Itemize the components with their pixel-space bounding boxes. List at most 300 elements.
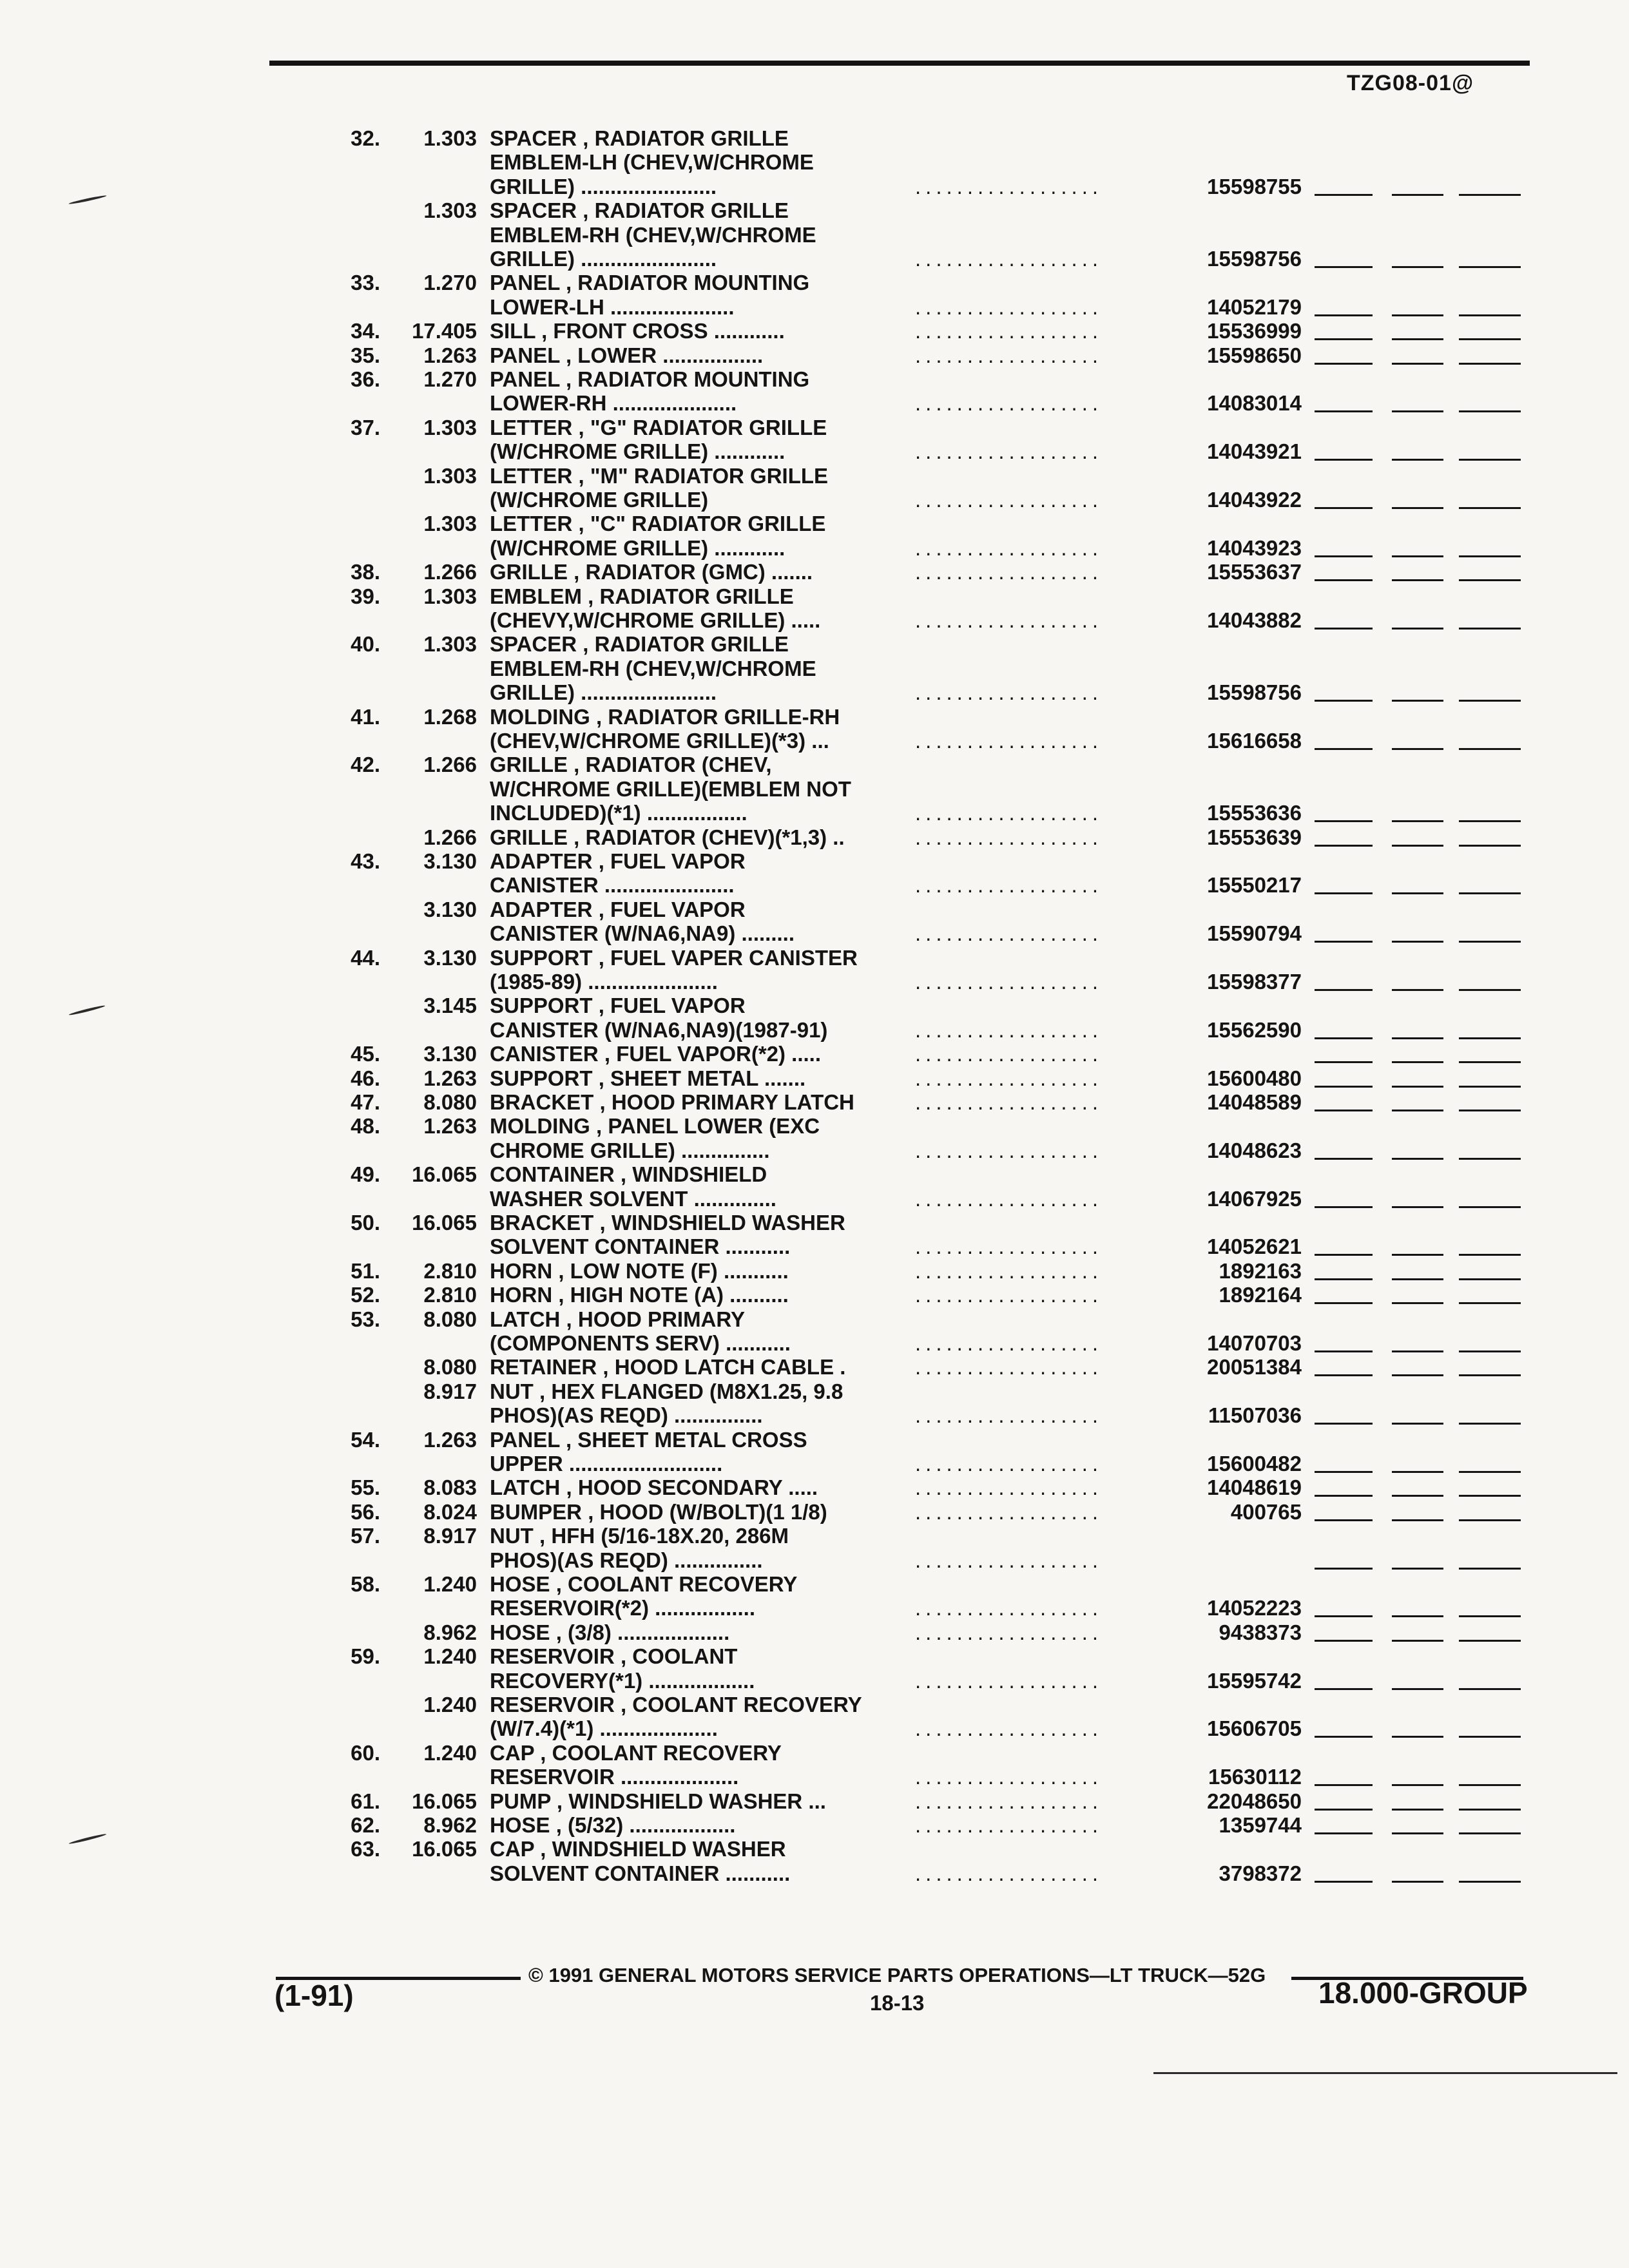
part-detail: , HOOD LATCH CABLE . — [602, 1355, 846, 1379]
list-item — [0, 1452, 1629, 1476]
item-number: 47. — [351, 1090, 380, 1114]
blank-line — [1459, 1832, 1521, 1834]
part-description — [490, 1235, 896, 1259]
part-detail: EMBLEM-RH (CHEV,W/CHROME — [490, 223, 816, 247]
blank-line — [1459, 1086, 1521, 1088]
part-description — [490, 295, 896, 320]
list-item — [0, 175, 1629, 199]
part-number: 15598756 — [1207, 680, 1302, 704]
list-item — [0, 1187, 1629, 1211]
dot-leader: .................. — [915, 1355, 1103, 1379]
part-description — [490, 1066, 896, 1091]
part-name: PANEL — [490, 271, 560, 294]
part-name: RESERVOIR — [490, 1693, 615, 1716]
blank-lines — [1315, 845, 1521, 847]
footer-date: (1-91) — [275, 1979, 354, 2012]
blank-line — [1459, 1206, 1521, 1208]
list-item — [0, 1475, 1629, 1500]
part-description — [490, 1187, 896, 1211]
part-detail: SOLVENT CONTAINER ........... — [490, 1861, 791, 1885]
document-code: TZG08-01@ — [1347, 71, 1474, 95]
item-number: 40. — [351, 632, 380, 656]
part-detail: , SHEET METAL CROSS — [565, 1428, 807, 1452]
item-number: 53. — [351, 1307, 380, 1331]
part-detail: , "M" RADIATOR GRILLE — [578, 464, 829, 488]
blank-lines — [1315, 1110, 1521, 1111]
list-item — [0, 608, 1629, 633]
item-number: 63. — [351, 1837, 380, 1861]
group-number: 8.083 — [423, 1475, 477, 1499]
blank-line — [1392, 363, 1443, 365]
dot-leader: .................. — [915, 1669, 1103, 1693]
part-detail: PHOS)(AS REQD) ............... — [490, 1548, 763, 1572]
blank-line — [1315, 1736, 1373, 1738]
dot-leader: .................. — [915, 729, 1103, 753]
part-description — [490, 946, 896, 970]
blank-line — [1459, 1423, 1521, 1425]
part-detail: , COOLANT RECOVERY — [620, 1693, 862, 1716]
part-detail: RECOVERY(*1) .................. — [490, 1669, 755, 1693]
part-number: 11507036 — [1208, 1403, 1302, 1427]
group-number: 16.065 — [412, 1211, 477, 1235]
blank-line — [1315, 266, 1373, 268]
part-description — [490, 1307, 896, 1332]
part-name: HORN — [490, 1259, 553, 1283]
part-name: SPACER — [490, 126, 577, 150]
item-number: 33. — [351, 271, 380, 294]
blank-line — [1459, 1615, 1521, 1617]
part-description — [490, 126, 896, 151]
part-name: LATCH — [490, 1475, 561, 1499]
list-item — [0, 873, 1629, 898]
blank-line — [1315, 1254, 1373, 1256]
blank-line — [1459, 266, 1521, 268]
list-item — [0, 1066, 1629, 1091]
part-name: NUT — [490, 1379, 534, 1403]
dot-leader: .................. — [915, 319, 1103, 343]
part-detail: CANISTER ...................... — [490, 873, 735, 897]
dot-leader: .................. — [915, 247, 1103, 271]
blank-lines — [1315, 266, 1521, 268]
list-item — [0, 391, 1629, 416]
part-number: 22048650 — [1207, 1789, 1302, 1813]
group-number: 1.303 — [423, 464, 477, 488]
blank-line — [1315, 363, 1373, 365]
blank-line — [1392, 941, 1443, 943]
list-item — [0, 1403, 1629, 1428]
blank-lines — [1315, 748, 1521, 750]
blank-line — [1315, 820, 1373, 822]
blank-line — [1459, 507, 1521, 509]
part-name: GRILLE — [490, 560, 568, 584]
list-item — [0, 946, 1629, 970]
part-description — [490, 1090, 896, 1115]
part-detail: , FUEL VAPOR — [598, 898, 746, 921]
part-detail: CANISTER (W/NA6,NA9) ......... — [490, 921, 795, 945]
list-item — [0, 1042, 1629, 1066]
blank-lines — [1315, 941, 1521, 943]
blank-lines — [1315, 1206, 1521, 1208]
part-number: 15630112 — [1208, 1765, 1302, 1789]
blank-lines — [1315, 459, 1521, 461]
blank-line — [1392, 579, 1443, 581]
list-item — [0, 1693, 1629, 1717]
blank-line — [1315, 989, 1373, 991]
part-name: LETTER — [490, 512, 573, 535]
list-item — [0, 632, 1629, 657]
blank-line — [1315, 1688, 1373, 1690]
group-number: 8.080 — [423, 1090, 477, 1114]
part-name: GRILLE — [490, 753, 568, 776]
blank-line — [1392, 507, 1443, 509]
blank-line — [1392, 989, 1443, 991]
part-name: RESERVOIR — [490, 1644, 615, 1668]
part-number: 15598755 — [1207, 175, 1302, 198]
dot-leader: .................. — [915, 1789, 1103, 1813]
scan-line — [1153, 2072, 1617, 2074]
list-item — [0, 1789, 1629, 1814]
part-detail: , FRONT CROSS ............ — [541, 319, 785, 343]
item-number: 56. — [351, 1500, 380, 1524]
blank-lines — [1315, 194, 1521, 196]
blank-line — [1392, 1037, 1443, 1039]
blank-line — [1459, 700, 1521, 702]
blank-line — [1392, 194, 1443, 196]
part-name: BRACKET — [490, 1211, 594, 1235]
list-item — [0, 994, 1629, 1018]
part-number: 15600480 — [1207, 1066, 1302, 1090]
blank-line — [1459, 1640, 1521, 1642]
dot-leader: .................. — [915, 488, 1103, 512]
part-description — [490, 391, 896, 416]
blank-line — [1459, 989, 1521, 991]
part-number: 14043882 — [1207, 608, 1302, 632]
dot-leader: .................. — [915, 1018, 1103, 1042]
list-item — [0, 1428, 1629, 1452]
part-name: LETTER — [490, 416, 573, 439]
dot-leader: .................. — [915, 175, 1103, 198]
part-description — [490, 970, 896, 994]
item-number: 62. — [351, 1813, 380, 1837]
part-detail: , RADIATOR GRILLE — [588, 584, 794, 608]
group-number: 8.917 — [423, 1524, 477, 1548]
list-item — [0, 1548, 1629, 1573]
list-item — [0, 560, 1629, 584]
group-number: 16.065 — [412, 1789, 477, 1813]
blank-line — [1392, 700, 1443, 702]
part-detail: , "G" RADIATOR GRILLE — [578, 416, 827, 439]
group-number: 1.240 — [423, 1741, 477, 1765]
list-item — [0, 512, 1629, 536]
part-description — [490, 488, 896, 512]
part-detail: , LOW NOTE (F) ........... — [558, 1259, 789, 1283]
part-detail: CHROME GRILLE) ............... — [490, 1139, 770, 1162]
dot-leader: .................. — [915, 1187, 1103, 1211]
part-number: 15595742 — [1207, 1669, 1302, 1693]
part-number: 400765 — [1230, 1500, 1302, 1524]
blank-line — [1315, 1423, 1373, 1425]
part-detail: W/CHROME GRILLE)(EMBLEM NOT — [490, 777, 851, 801]
blank-line — [1315, 1302, 1373, 1304]
list-item — [0, 416, 1629, 440]
part-name: ADAPTER — [490, 849, 593, 873]
list-item — [0, 343, 1629, 368]
blank-line — [1459, 1736, 1521, 1738]
part-number: 1359744 — [1219, 1813, 1302, 1837]
part-detail: , FUEL VAPOR(*2) ..... — [604, 1042, 822, 1066]
group-number: 3.130 — [423, 946, 477, 970]
dot-leader: .................. — [915, 1861, 1103, 1885]
part-description — [490, 1114, 896, 1139]
part-name: CANISTER — [490, 1042, 599, 1066]
dot-leader: .................. — [915, 608, 1103, 632]
item-number: 48. — [351, 1114, 380, 1138]
blank-line — [1315, 1278, 1373, 1280]
part-description — [490, 319, 896, 343]
part-description — [490, 512, 896, 536]
blank-line — [1392, 1110, 1443, 1111]
part-detail: , HFH (5/16-18X.20, 286M — [539, 1524, 789, 1548]
dot-leader: .................. — [915, 1283, 1103, 1307]
blank-lines — [1315, 989, 1521, 991]
part-number: 15600482 — [1207, 1452, 1302, 1475]
list-item — [0, 1211, 1629, 1235]
blank-line — [1392, 748, 1443, 750]
part-description — [490, 1813, 896, 1838]
blank-line — [1392, 410, 1443, 412]
list-item — [0, 295, 1629, 320]
part-number: 14048619 — [1207, 1475, 1302, 1499]
blank-line — [1315, 555, 1373, 557]
part-description — [490, 849, 896, 874]
part-number: 15562590 — [1207, 1018, 1302, 1042]
blank-line — [1459, 1881, 1521, 1883]
blank-line — [1315, 748, 1373, 750]
group-number: 3.130 — [423, 1042, 477, 1066]
part-detail: , HIGH NOTE (A) .......... — [558, 1283, 789, 1307]
list-item — [0, 584, 1629, 609]
part-name: SUPPORT — [490, 1066, 593, 1090]
part-detail: (W/CHROME GRILLE) ............ — [490, 536, 786, 560]
part-name: RETAINER — [490, 1355, 597, 1379]
part-description — [490, 1283, 896, 1307]
part-number: 14043923 — [1207, 536, 1302, 560]
list-item — [0, 223, 1629, 247]
group-number: 8.917 — [423, 1379, 477, 1403]
blank-line — [1315, 1158, 1373, 1160]
list-item — [0, 1669, 1629, 1693]
part-detail: , RADIATOR MOUNTING — [565, 367, 810, 391]
blank-line — [1392, 1374, 1443, 1376]
blank-lines — [1315, 1832, 1521, 1834]
blank-line — [1392, 1615, 1443, 1617]
blank-line — [1392, 266, 1443, 268]
blank-line — [1392, 338, 1443, 340]
group-number: 1.263 — [423, 1066, 477, 1090]
blank-lines — [1315, 700, 1521, 702]
dot-leader: .................. — [915, 873, 1103, 897]
part-detail: , RADIATOR GRILLE-RH — [596, 705, 840, 729]
list-item — [0, 439, 1629, 464]
part-detail: , RADIATOR (CHEV)(*1,3) .. — [574, 825, 845, 849]
blank-line — [1315, 845, 1373, 847]
group-number: 1.270 — [423, 271, 477, 294]
top-rule — [269, 61, 1530, 66]
part-detail: , COOLANT RECOVERY — [540, 1741, 782, 1765]
item-number: 44. — [351, 946, 380, 970]
blank-line — [1459, 1110, 1521, 1111]
item-number: 61. — [351, 1789, 380, 1813]
blank-line — [1459, 1495, 1521, 1497]
part-name: EMBLEM — [490, 584, 582, 608]
part-name: HOSE — [490, 1572, 550, 1596]
blank-line — [1315, 1374, 1373, 1376]
part-description — [490, 536, 896, 561]
blank-line — [1315, 1086, 1373, 1088]
part-description — [490, 439, 896, 464]
part-description — [490, 1741, 896, 1765]
list-item — [0, 1620, 1629, 1645]
list-item — [0, 1018, 1629, 1043]
blank-line — [1315, 1350, 1373, 1352]
blank-lines — [1315, 628, 1521, 629]
part-number: 14070703 — [1207, 1331, 1302, 1355]
part-description — [490, 680, 896, 705]
blank-line — [1392, 1278, 1443, 1280]
part-number: 15553637 — [1207, 560, 1302, 584]
part-detail: , RADIATOR MOUNTING — [565, 271, 810, 294]
blank-line — [1315, 941, 1373, 943]
blank-line — [1459, 1568, 1521, 1570]
item-number: 52. — [351, 1283, 380, 1307]
part-detail: (COMPONENTS SERV) ........... — [490, 1331, 791, 1355]
part-name: PANEL — [490, 367, 560, 391]
list-item — [0, 1331, 1629, 1356]
list-item — [0, 1861, 1629, 1886]
blank-line — [1392, 628, 1443, 629]
part-number: 14083014 — [1207, 391, 1302, 415]
part-detail: UPPER .......................... — [490, 1452, 723, 1475]
list-item — [0, 1283, 1629, 1307]
blank-line — [1459, 892, 1521, 894]
part-description — [490, 657, 896, 681]
part-number: 14052223 — [1207, 1596, 1302, 1620]
part-detail: EMBLEM-LH (CHEV,W/CHROME — [490, 150, 814, 174]
part-number: 3798372 — [1219, 1861, 1302, 1885]
list-item — [0, 1307, 1629, 1332]
blank-line — [1459, 1254, 1521, 1256]
blank-line — [1392, 1350, 1443, 1352]
blank-line — [1459, 1278, 1521, 1280]
blank-lines — [1315, 1881, 1521, 1883]
list-item — [0, 464, 1629, 488]
part-detail: , (5/32) .................. — [555, 1813, 736, 1837]
item-number: 54. — [351, 1428, 380, 1452]
part-description — [490, 1620, 896, 1645]
blank-lines — [1315, 1086, 1521, 1088]
dot-leader: .................. — [915, 1139, 1103, 1162]
part-number: 15606705 — [1207, 1716, 1302, 1740]
blank-line — [1459, 1519, 1521, 1521]
list-item — [0, 1765, 1629, 1789]
part-description — [490, 198, 896, 223]
blank-line — [1315, 1206, 1373, 1208]
list-item — [0, 970, 1629, 994]
part-description — [490, 1524, 896, 1548]
list-item — [0, 488, 1629, 512]
part-detail: , LOWER ................. — [565, 343, 764, 367]
list-item — [0, 367, 1629, 392]
part-detail: GRILLE) ....................... — [490, 680, 717, 704]
blank-lines — [1315, 507, 1521, 509]
footer-copyright: © 1991 GENERAL MOTORS SERVICE PARTS OPERATIONS—LT TRUCK—52G — [528, 1964, 1266, 1986]
blank-line — [1459, 941, 1521, 943]
part-number: 15598756 — [1207, 247, 1302, 271]
part-number: 14052621 — [1207, 1235, 1302, 1258]
blank-line — [1459, 314, 1521, 316]
dot-leader: .................. — [915, 439, 1103, 463]
group-number: 8.024 — [423, 1500, 477, 1524]
blank-line — [1315, 1061, 1373, 1063]
blank-line — [1315, 628, 1373, 629]
part-detail: , WINDSHIELD — [620, 1162, 767, 1186]
part-name: BUMPER — [490, 1500, 583, 1524]
list-item — [0, 825, 1629, 850]
blank-line — [1459, 1350, 1521, 1352]
blank-lines — [1315, 363, 1521, 365]
dot-leader: .................. — [915, 1500, 1103, 1524]
part-name: BRACKET — [490, 1090, 594, 1114]
list-item — [0, 1524, 1629, 1548]
blank-line — [1392, 1471, 1443, 1473]
blank-lines — [1315, 1061, 1521, 1063]
part-name: HOSE — [490, 1813, 550, 1837]
part-number: 14052179 — [1207, 295, 1302, 319]
list-item — [0, 1644, 1629, 1669]
blank-line — [1392, 555, 1443, 557]
blank-line — [1315, 1809, 1373, 1811]
part-name: ADAPTER — [490, 898, 593, 921]
part-detail: PHOS)(AS REQD) ............... — [490, 1403, 763, 1427]
blank-lines — [1315, 1158, 1521, 1160]
part-number: 15553636 — [1207, 801, 1302, 825]
item-number: 34. — [351, 319, 380, 343]
list-item — [0, 198, 1629, 223]
blank-line — [1315, 1568, 1373, 1570]
part-number: 14067925 — [1207, 1187, 1302, 1211]
part-description — [490, 1139, 896, 1163]
dot-leader: .................. — [915, 1452, 1103, 1475]
part-detail: RESERVOIR(*2) ................. — [490, 1596, 755, 1620]
blank-line — [1392, 1519, 1443, 1521]
part-description — [490, 223, 896, 247]
part-number: 1892163 — [1219, 1259, 1302, 1283]
blank-line — [1392, 314, 1443, 316]
part-description — [490, 873, 896, 898]
part-detail: , PANEL LOWER (EXC — [596, 1114, 820, 1138]
list-item — [0, 705, 1629, 729]
part-number: 14048589 — [1207, 1090, 1302, 1114]
part-description — [490, 632, 896, 657]
blank-line — [1315, 1519, 1373, 1521]
part-description — [490, 1403, 896, 1428]
part-detail: GRILLE) ....................... — [490, 247, 717, 271]
blank-lines — [1315, 1784, 1521, 1786]
group-number: 1.263 — [423, 1114, 477, 1138]
item-number: 32. — [351, 126, 380, 150]
blank-line — [1392, 1809, 1443, 1811]
list-item — [0, 247, 1629, 271]
